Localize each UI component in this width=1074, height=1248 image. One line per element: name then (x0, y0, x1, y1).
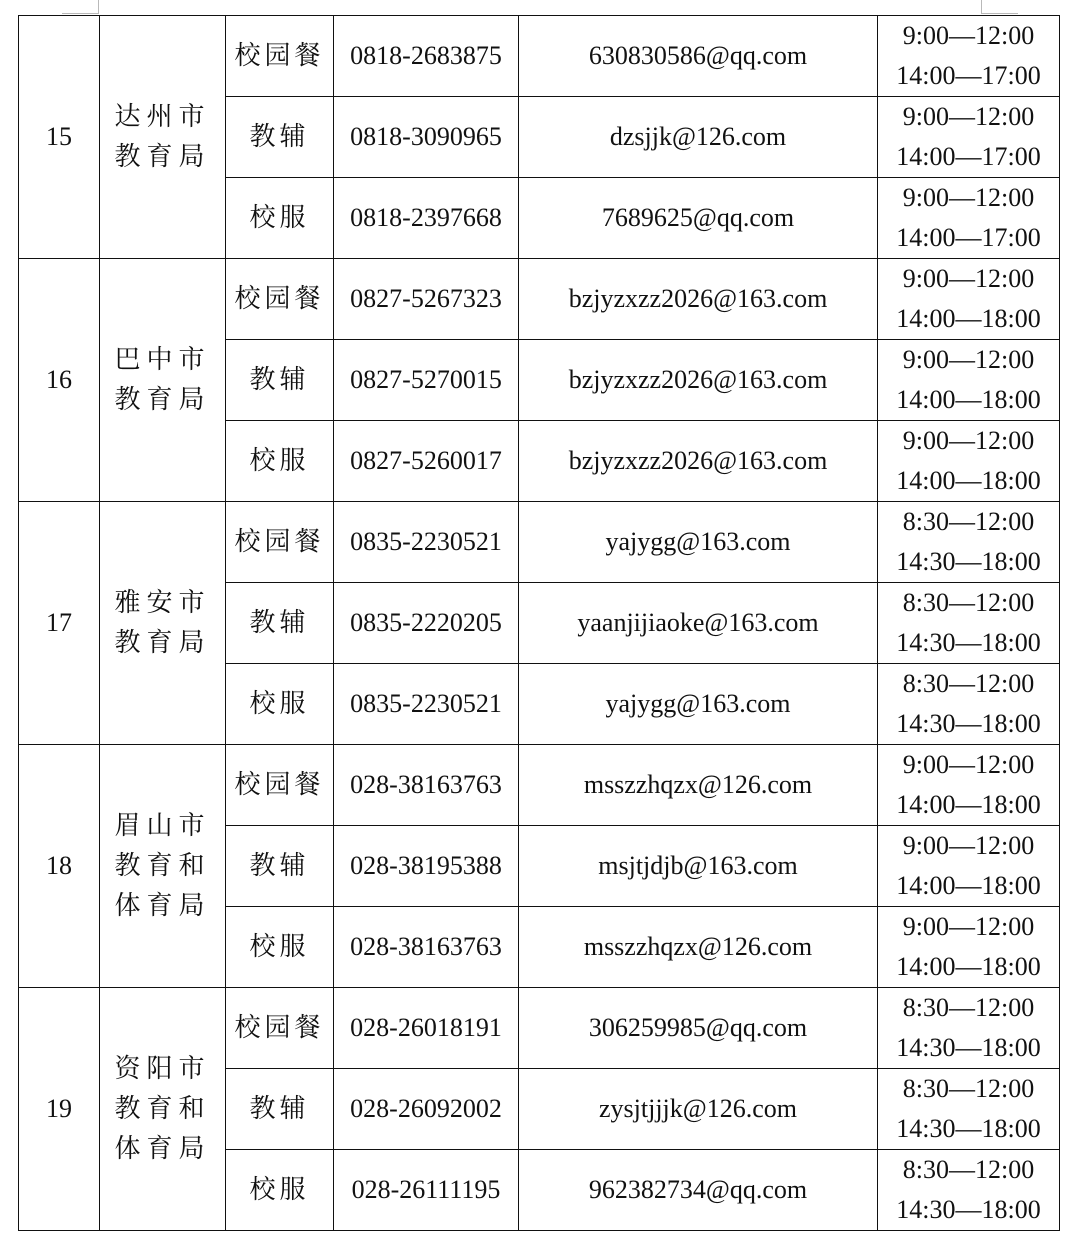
office-hours-line: 14:00—18:00 (896, 304, 1041, 333)
phone-number: 028-38163763 (334, 745, 519, 826)
office-hours-line: 9:00—12:00 (902, 102, 1035, 131)
table-row (19, 16, 1060, 97)
email-address: zysjtjjjk@126.com (519, 1069, 878, 1150)
category: 校服 (226, 907, 334, 988)
department-name-line: 体育局 (114, 891, 211, 921)
category: 教辅 (226, 826, 334, 907)
phone-number: 028-26111195 (334, 1150, 519, 1231)
category: 校服 (226, 178, 334, 259)
office-hours-line: 8:30—12:00 (902, 507, 1035, 536)
office-hours-line: 8:30—12:00 (902, 588, 1035, 617)
phone-number: 028-38163763 (334, 907, 519, 988)
office-hours-line: 14:00—18:00 (896, 385, 1041, 414)
email-address: yajygg@163.com (519, 664, 878, 745)
email-address: 306259985@qq.com (519, 988, 878, 1069)
department-name-line: 体育局 (114, 1134, 211, 1164)
office-hours (878, 16, 1060, 97)
crop-mark-right (981, 0, 982, 14)
department-name (100, 16, 226, 259)
email-address: dzsjjk@126.com (519, 97, 878, 178)
email-address: 962382734@qq.com (519, 1150, 878, 1231)
email-address: yajygg@163.com (519, 502, 878, 583)
office-hours-line: 14:00—17:00 (896, 142, 1041, 171)
row-number: 16 (19, 259, 100, 502)
crop-mark-left (98, 0, 99, 14)
office-hours (878, 664, 1060, 745)
category: 校园餐 (226, 259, 334, 340)
department-name-line: 雅安市 (114, 588, 211, 618)
phone-number: 0818-3090965 (334, 97, 519, 178)
department-name (100, 745, 226, 988)
office-hours (878, 826, 1060, 907)
email-address: msszzhqzx@126.com (519, 745, 878, 826)
office-hours-line: 14:30—18:00 (896, 1033, 1041, 1062)
table-body (19, 16, 1060, 1231)
table-row (19, 988, 1060, 1069)
category: 校园餐 (226, 745, 334, 826)
category: 教辅 (226, 583, 334, 664)
office-hours (878, 583, 1060, 664)
department-name-line: 教育局 (114, 385, 211, 415)
row-number: 18 (19, 745, 100, 988)
row-number: 15 (19, 16, 100, 259)
phone-number: 0827-5267323 (334, 259, 519, 340)
phone-number: 0827-5260017 (334, 421, 519, 502)
department-name-line: 教育局 (114, 142, 211, 172)
table-row (19, 259, 1060, 340)
office-hours-line: 14:00—17:00 (896, 223, 1041, 252)
office-hours-line: 9:00—12:00 (902, 264, 1035, 293)
phone-number: 0835-2230521 (334, 502, 519, 583)
department-name-line: 教育和 (114, 1094, 211, 1124)
office-hours-line: 9:00—12:00 (902, 831, 1035, 860)
office-hours (878, 340, 1060, 421)
office-hours-line: 14:30—18:00 (896, 709, 1041, 738)
office-hours (878, 421, 1060, 502)
phone-number: 028-26092002 (334, 1069, 519, 1150)
office-hours (878, 502, 1060, 583)
office-hours-line: 9:00—12:00 (902, 21, 1035, 50)
office-hours (878, 988, 1060, 1069)
office-hours-line: 14:00—18:00 (896, 952, 1041, 981)
department-name-line: 资阳市 (114, 1054, 211, 1084)
office-hours-line: 8:30—12:00 (902, 993, 1035, 1022)
office-hours-line: 9:00—12:00 (902, 345, 1035, 374)
office-hours-line: 8:30—12:00 (902, 669, 1035, 698)
category: 校园餐 (226, 988, 334, 1069)
office-hours-line: 14:00—18:00 (896, 790, 1041, 819)
table-row (19, 745, 1060, 826)
office-hours-line: 14:00—18:00 (896, 871, 1041, 900)
department-name-line: 达州市 (114, 102, 211, 132)
office-hours-line: 9:00—12:00 (902, 183, 1035, 212)
phone-number: 028-26018191 (334, 988, 519, 1069)
email-address: msszzhqzx@126.com (519, 907, 878, 988)
office-hours-line: 14:30—18:00 (896, 628, 1041, 657)
category: 教辅 (226, 340, 334, 421)
crop-mark-left-horizontal (62, 13, 98, 14)
office-hours-line: 14:00—17:00 (896, 61, 1041, 90)
category: 教辅 (226, 1069, 334, 1150)
phone-number: 0827-5270015 (334, 340, 519, 421)
phone-number: 0818-2683875 (334, 16, 519, 97)
office-hours-line: 8:30—12:00 (902, 1074, 1035, 1103)
office-hours (878, 1150, 1060, 1231)
office-hours (878, 259, 1060, 340)
office-hours-line: 14:30—18:00 (896, 1114, 1041, 1143)
contacts-table (18, 15, 1060, 1231)
office-hours-line: 9:00—12:00 (902, 912, 1035, 941)
department-name (100, 259, 226, 502)
office-hours-line: 8:30—12:00 (902, 1155, 1035, 1184)
department-name-line: 教育和 (114, 851, 211, 881)
department-name (100, 988, 226, 1231)
category: 校服 (226, 421, 334, 502)
department-name (100, 502, 226, 745)
department-name-line: 眉山市 (114, 811, 211, 841)
email-address: bzjyzxzz2026@163.com (519, 259, 878, 340)
email-address: 630830586@qq.com (519, 16, 878, 97)
email-address: bzjyzxzz2026@163.com (519, 421, 878, 502)
row-number: 17 (19, 502, 100, 745)
phone-number: 028-38195388 (334, 826, 519, 907)
phone-number: 0835-2220205 (334, 583, 519, 664)
office-hours-line: 14:30—18:00 (896, 547, 1041, 576)
office-hours-line: 14:30—18:00 (896, 1195, 1041, 1224)
category: 教辅 (226, 97, 334, 178)
office-hours (878, 97, 1060, 178)
category: 校服 (226, 664, 334, 745)
office-hours-line: 14:00—18:00 (896, 466, 1041, 495)
department-name-line: 巴中市 (114, 345, 211, 375)
department-name-line: 教育局 (114, 628, 211, 658)
email-address: yaanjijiaoke@163.com (519, 583, 878, 664)
table-row (19, 502, 1060, 583)
email-address: 7689625@qq.com (519, 178, 878, 259)
office-hours (878, 178, 1060, 259)
phone-number: 0835-2230521 (334, 664, 519, 745)
office-hours (878, 1069, 1060, 1150)
row-number: 19 (19, 988, 100, 1231)
office-hours (878, 907, 1060, 988)
category: 校服 (226, 1150, 334, 1231)
category: 校园餐 (226, 16, 334, 97)
category: 校园餐 (226, 502, 334, 583)
office-hours (878, 745, 1060, 826)
phone-number: 0818-2397668 (334, 178, 519, 259)
office-hours-line: 9:00—12:00 (902, 750, 1035, 779)
office-hours-line: 9:00—12:00 (902, 426, 1035, 455)
email-address: msjtjdjb@163.com (519, 826, 878, 907)
crop-mark-right-horizontal (982, 13, 1018, 14)
email-address: bzjyzxzz2026@163.com (519, 340, 878, 421)
